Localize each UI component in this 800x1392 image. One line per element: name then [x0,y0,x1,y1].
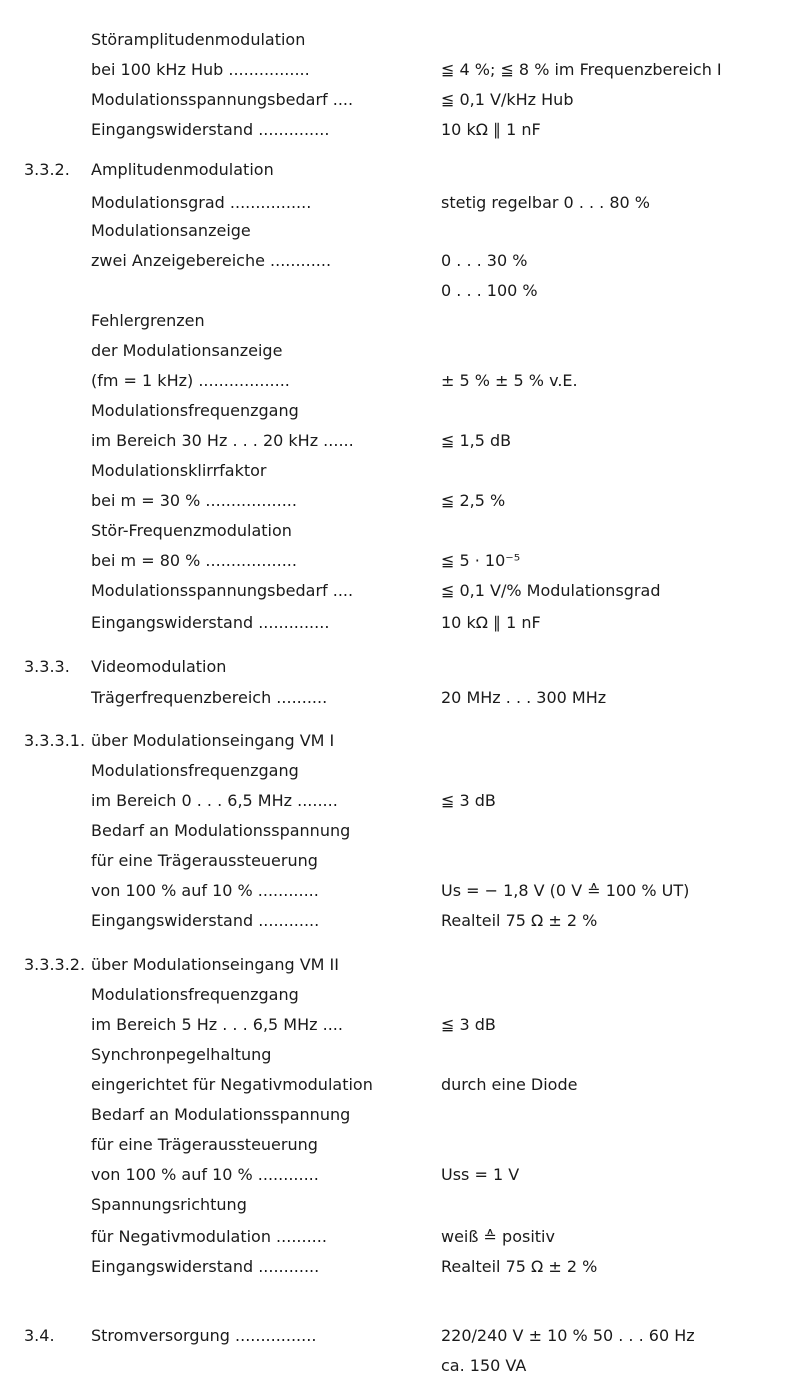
spec-value: Realteil 75 Ω ± 2 % [441,1257,598,1276]
section-number: 3.3.3.1. [24,731,86,750]
section-number: 3.3.2. [24,160,70,179]
spec-value: ≦ 4 %; ≦ 8 % im Frequenzbereich I [441,60,722,79]
spec-label: Videomodulation [91,657,227,676]
spec-label: im Bereich 30 Hz . . . 20 kHz ...... [91,431,354,450]
spec-label: (fm = 1 kHz) .................. [91,371,290,390]
spec-label: Modulationsfrequenzgang [91,761,299,780]
section-number: 3.4. [24,1326,55,1345]
spec-label: bei 100 kHz Hub ................ [91,60,310,79]
spec-row [0,1160,800,1190]
spec-label: zwei Anzeigebereiche ............ [91,251,332,270]
spec-row [0,816,800,846]
spec-label: Amplitudenmodulation [91,160,274,179]
spec-label: von 100 % auf 10 % ............ [91,881,319,900]
spec-value: 220/240 V ± 10 % 50 . . . 60 Hz [441,1326,695,1345]
spec-value: weiß ≙ positiv [441,1227,555,1246]
spec-label: für Negativmodulation .......... [91,1227,327,1246]
spec-row [0,366,800,396]
spec-value: Uss = 1 V [441,1165,520,1184]
spec-row [0,1351,800,1381]
spec-value: ≦ 2,5 % [441,491,506,510]
spec-label: Spannungsrichtung [91,1195,247,1214]
spec-row [0,336,800,366]
spec-label: im Bereich 5 Hz . . . 6,5 MHz .... [91,1015,343,1034]
spec-label: Bedarf an Modulationsspannung [91,1105,351,1124]
spec-label: Eingangswiderstand .............. [91,120,330,139]
spec-label: Eingangswiderstand ............ [91,911,320,930]
spec-row [0,276,800,306]
spec-value: 10 kΩ ∥ 1 nF [441,613,541,632]
spec-label: Störamplitudenmodulation [91,30,306,49]
section-number: 3.3.3.2. [24,955,86,974]
spec-row [0,652,800,682]
spec-row [0,683,800,713]
spec-row [0,1040,800,1070]
spec-row [0,25,800,55]
spec-row [0,576,800,606]
spec-label: Modulationsklirrfaktor [91,461,267,480]
spec-row [0,1010,800,1040]
spec-label: für eine Trägeraussteuerung [91,1135,318,1154]
spec-row [0,950,800,980]
spec-row [0,426,800,456]
spec-row [0,155,800,185]
spec-label: Eingangswiderstand .............. [91,613,330,632]
spec-row [0,1190,800,1220]
spec-label: Modulationsfrequenzgang [91,985,299,1004]
spec-row [0,1252,800,1282]
spec-label: Modulationsanzeige [91,221,251,240]
spec-row [0,85,800,115]
spec-label: Bedarf an Modulationsspannung [91,821,351,840]
spec-value: ≦ 5 · 10⁻⁵ [441,551,521,570]
spec-row [0,115,800,145]
spec-row [0,306,800,336]
spec-row [0,396,800,426]
spec-value: ≦ 3 dB [441,1015,496,1034]
spec-label: der Modulationsanzeige [91,341,283,360]
spec-row [0,1130,800,1160]
spec-value: ca. 150 VA [441,1356,527,1375]
spec-value: Us = − 1,8 V (0 V ≙ 100 % UT) [441,881,690,900]
spec-label: über Modulationseingang VM I [91,731,335,750]
spec-row [0,546,800,576]
spec-label: Eingangswiderstand ............ [91,1257,320,1276]
spec-row [0,216,800,246]
section-number: 3.3.3. [24,657,70,676]
spec-value: durch eine Diode [441,1075,578,1094]
spec-label: Modulationsspannungsbedarf .... [91,90,354,109]
spec-label: Fehlergrenzen [91,311,205,330]
spec-row [0,876,800,906]
spec-value: ≦ 3 dB [441,791,496,810]
spec-row [0,246,800,276]
spec-label: Synchronpegelhaltung [91,1045,272,1064]
spec-row [0,1100,800,1130]
spec-row [0,1222,800,1252]
spec-row [0,980,800,1010]
spec-value: 0 . . . 100 % [441,281,538,300]
spec-row [0,55,800,85]
spec-row [0,726,800,756]
spec-label: Modulationsgrad ................ [91,193,312,212]
spec-value: ≦ 0,1 V/% Modulationsgrad [441,581,661,600]
spec-value: ≦ 0,1 V/kHz Hub [441,90,574,109]
spec-row [0,608,800,638]
spec-row [0,756,800,786]
spec-row [0,486,800,516]
spec-label: Modulationsfrequenzgang [91,401,299,420]
spec-label: Stromversorgung ................ [91,1326,317,1345]
spec-label: von 100 % auf 10 % ............ [91,1165,319,1184]
spec-row [0,516,800,546]
spec-label: bei m = 80 % .................. [91,551,297,570]
spec-label: für eine Trägeraussteuerung [91,851,318,870]
spec-value: Realteil 75 Ω ± 2 % [441,911,598,930]
spec-value: 20 MHz . . . 300 MHz [441,688,607,707]
spec-row [0,906,800,936]
spec-label: eingerichtet für Negativmodulation [91,1075,373,1094]
spec-label: Modulationsspannungsbedarf .... [91,581,354,600]
spec-row [0,786,800,816]
spec-row [0,456,800,486]
spec-row [0,1070,800,1100]
spec-value: ≦ 1,5 dB [441,431,512,450]
spec-row [0,188,800,218]
spec-row [0,846,800,876]
spec-value: stetig regelbar 0 . . . 80 % [441,193,650,212]
spec-row [0,1321,800,1351]
spec-label: im Bereich 0 . . . 6,5 MHz ........ [91,791,338,810]
spec-value: 10 kΩ ∥ 1 nF [441,120,541,139]
spec-value: 0 . . . 30 % [441,251,528,270]
spec-label: Stör-Frequenzmodulation [91,521,292,540]
spec-label: Trägerfrequenzbereich .......... [91,688,328,707]
spec-value: ± 5 % ± 5 % v.E. [441,371,578,390]
spec-label: bei m = 30 % .................. [91,491,297,510]
spec-label: über Modulationseingang VM II [91,955,339,974]
